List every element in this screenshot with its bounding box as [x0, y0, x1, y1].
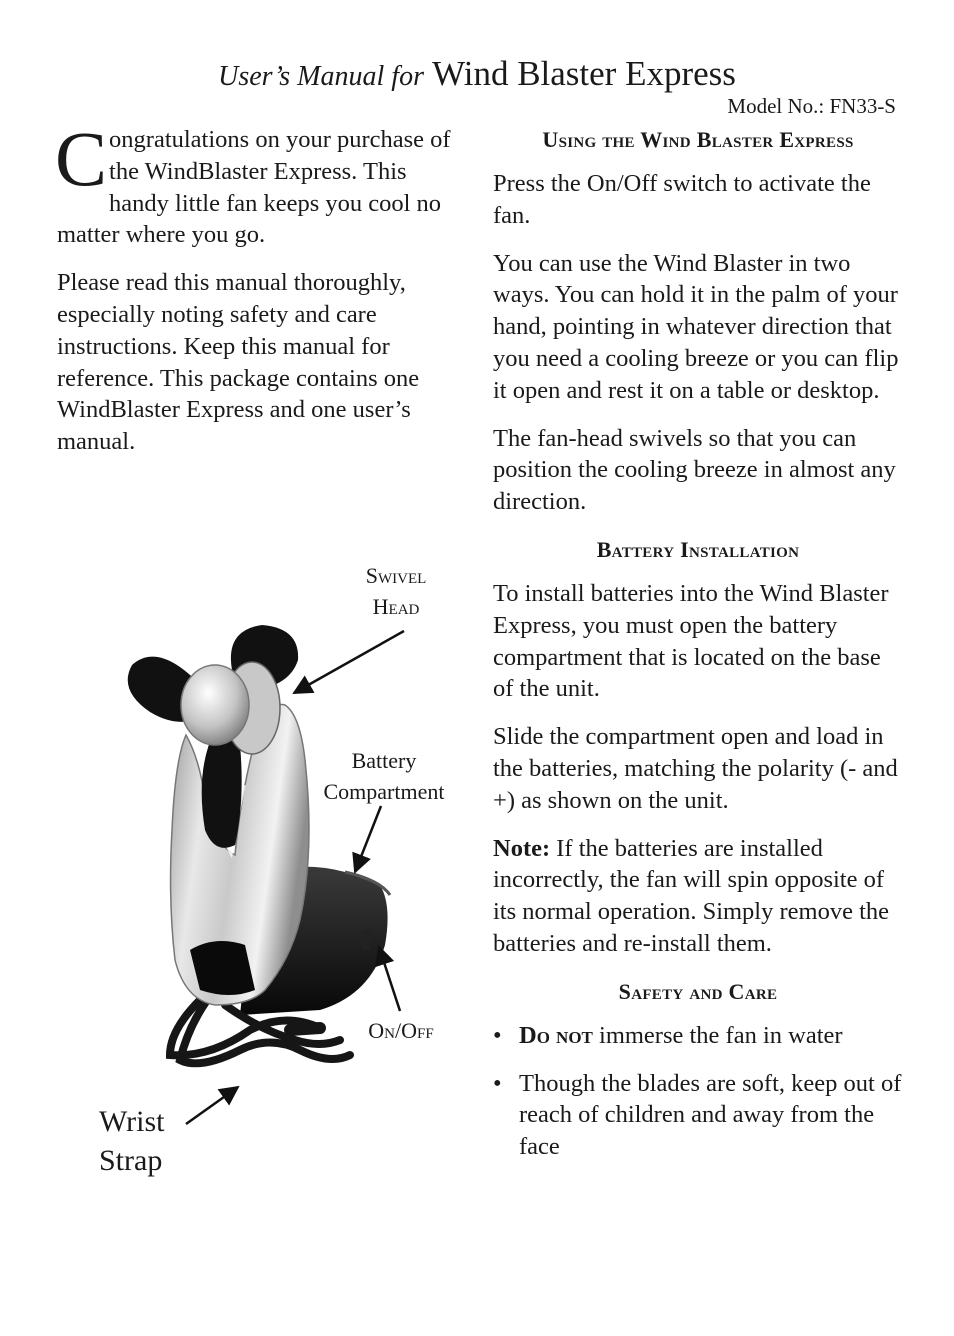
battery-compartment-arrow [355, 806, 381, 872]
instructions-column [493, 124, 903, 1179]
using-paragraph-2: You can use the Wind Blaster in two ways. You can hold it in the palm of your hand, pointing in whatever direction that you need a cooling breeze or you can flip it open and rest it on a table or desktop. [493, 249, 899, 404]
model-number: Model No.: FN33-S [727, 94, 896, 118]
battery-paragraph-2: Slide the compartment open and load in the batteries, matching the polarity (- and +) as shown on the unit. [493, 723, 898, 814]
swivel-head-label-line2: Head [372, 594, 420, 619]
wrist-strap-label-line1: Wrist [99, 1105, 165, 1138]
wrist-strap-label [99, 1102, 164, 1180]
safety-list [493, 1020, 903, 1163]
safety-item-1-text: immerse the fan in water [592, 1021, 843, 1049]
swivel-head-label-line1: Swivel [365, 563, 427, 588]
safety-item-1-emphasis: Do not [519, 1021, 593, 1049]
wrist-strap-arrow [186, 1087, 238, 1124]
intro-paragraph-1-text: ongratulations on your purchase of the WindBlaster Express. This handy little fan keeps you cool no matter where you go. [57, 126, 451, 249]
safety-item-2-text: Though the blades are soft, keep out of reach of children and away from the face [519, 1069, 902, 1161]
title-product: Wind Blaster Express [432, 54, 736, 93]
battery-note [493, 833, 903, 960]
using-paragraph-1: Press the On/Off switch to activate the fan. [493, 170, 871, 229]
title-prefix: User’s Manual for [218, 61, 424, 92]
note-label: Note: [493, 834, 551, 862]
battery-compartment-label-line2: Compartment [323, 779, 445, 804]
swivel-head-arrow [294, 631, 404, 693]
intro-paragraph-2: Please read this manual thoroughly, especially noting safety and care instructions. Keep this manual for reference. This package contains one WindBlaster Express and one user’s manual. [57, 269, 420, 456]
note-text: If the batteries are installed incorrectly, the fan will spin opposite of its normal operation. Simply remove the batteries and re-install them. [493, 834, 890, 957]
battery-heading: Battery Installation [596, 536, 800, 562]
using-paragraph-3: The fan-head swivels so that you can position the cooling breeze in almost any direction. [493, 424, 896, 516]
on-off-arrow [379, 947, 400, 1011]
wrist-strap-label-line2: Strap [99, 1144, 163, 1177]
on-off-switch [362, 930, 371, 950]
swivel-head-label [336, 560, 456, 622]
safety-heading: Safety and Care [618, 978, 778, 1004]
battery-compartment-label-line1: Battery [351, 748, 417, 773]
using-heading: Using the Wind Blaster Express [542, 127, 854, 152]
battery-compartment-label [304, 745, 464, 807]
safety-item-1 [493, 1020, 903, 1052]
on-off-label: On/Off [368, 1018, 434, 1043]
battery-paragraph-1: To install batteries into the Wind Blaster Express, you must open the battery compartment that is located on the base of the unit. [493, 579, 889, 703]
bullet-1: • [493, 1021, 502, 1049]
fan-hub [181, 665, 249, 745]
safety-item-2 [493, 1068, 903, 1163]
drop-cap: C [55, 115, 108, 202]
bullet-2: • [493, 1069, 502, 1097]
